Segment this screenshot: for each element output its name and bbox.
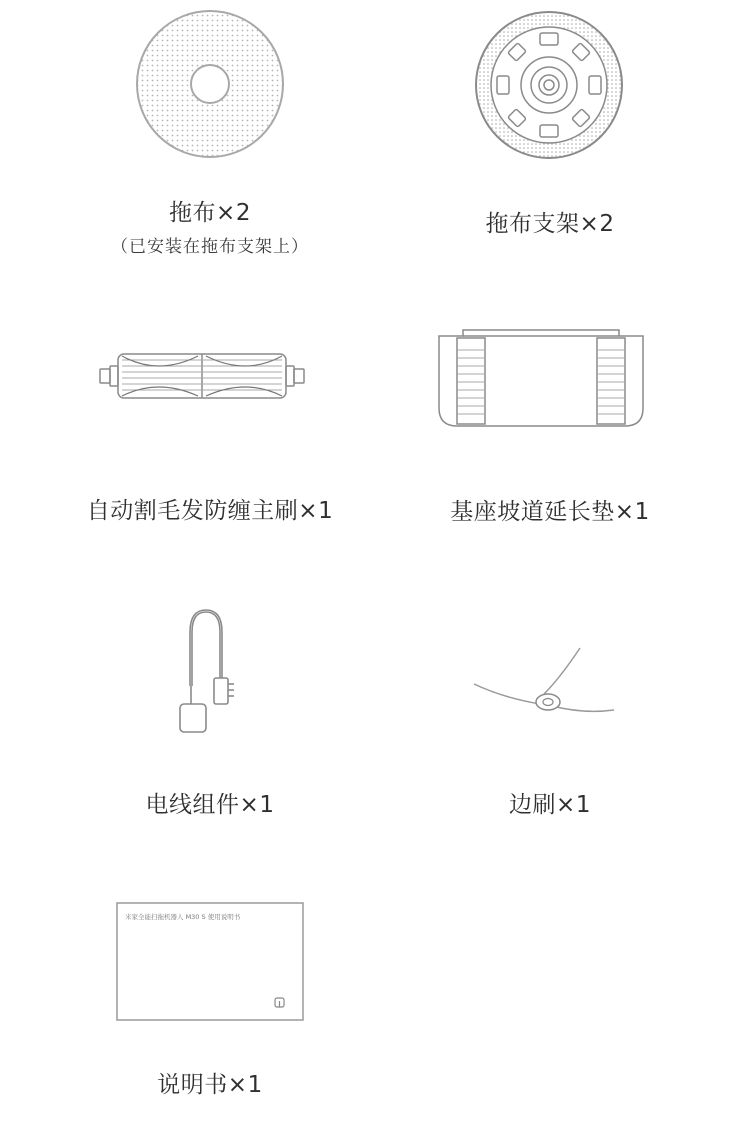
ramp-extension-pad-icon <box>435 322 647 430</box>
item-mop-pad <box>60 0 360 270</box>
item-side-brush <box>400 590 700 830</box>
item-label: 自动割毛发防缠主刷×1 <box>86 498 334 524</box>
item-label: 电线组件×1 <box>145 792 275 818</box>
manual-icon <box>116 902 306 1022</box>
side-brush-icon <box>468 642 618 722</box>
mop-holder-icon <box>474 10 624 160</box>
item-mop-holder <box>400 0 700 270</box>
item-ramp-extension-pad <box>390 300 710 540</box>
mop-pad-icon <box>135 8 285 160</box>
item-power-cable <box>60 590 360 830</box>
item-label: 基座坡道延长垫×1 <box>450 499 650 525</box>
item-label: 拖布支架×2 <box>485 211 615 237</box>
item-manual <box>60 880 360 1110</box>
item-label: 边刷×1 <box>509 792 591 818</box>
item-main-brush <box>60 300 360 540</box>
manual-cover-title: 米家全能扫拖机器人 M30 S 使用说明书 <box>125 913 241 921</box>
item-sublabel: （已安装在拖布支架上） <box>111 237 309 257</box>
power-cable-icon <box>170 608 250 738</box>
item-label: 说明书×1 <box>157 1072 263 1098</box>
main-brush-icon <box>98 348 308 404</box>
item-label: 拖布×2 <box>169 200 251 226</box>
